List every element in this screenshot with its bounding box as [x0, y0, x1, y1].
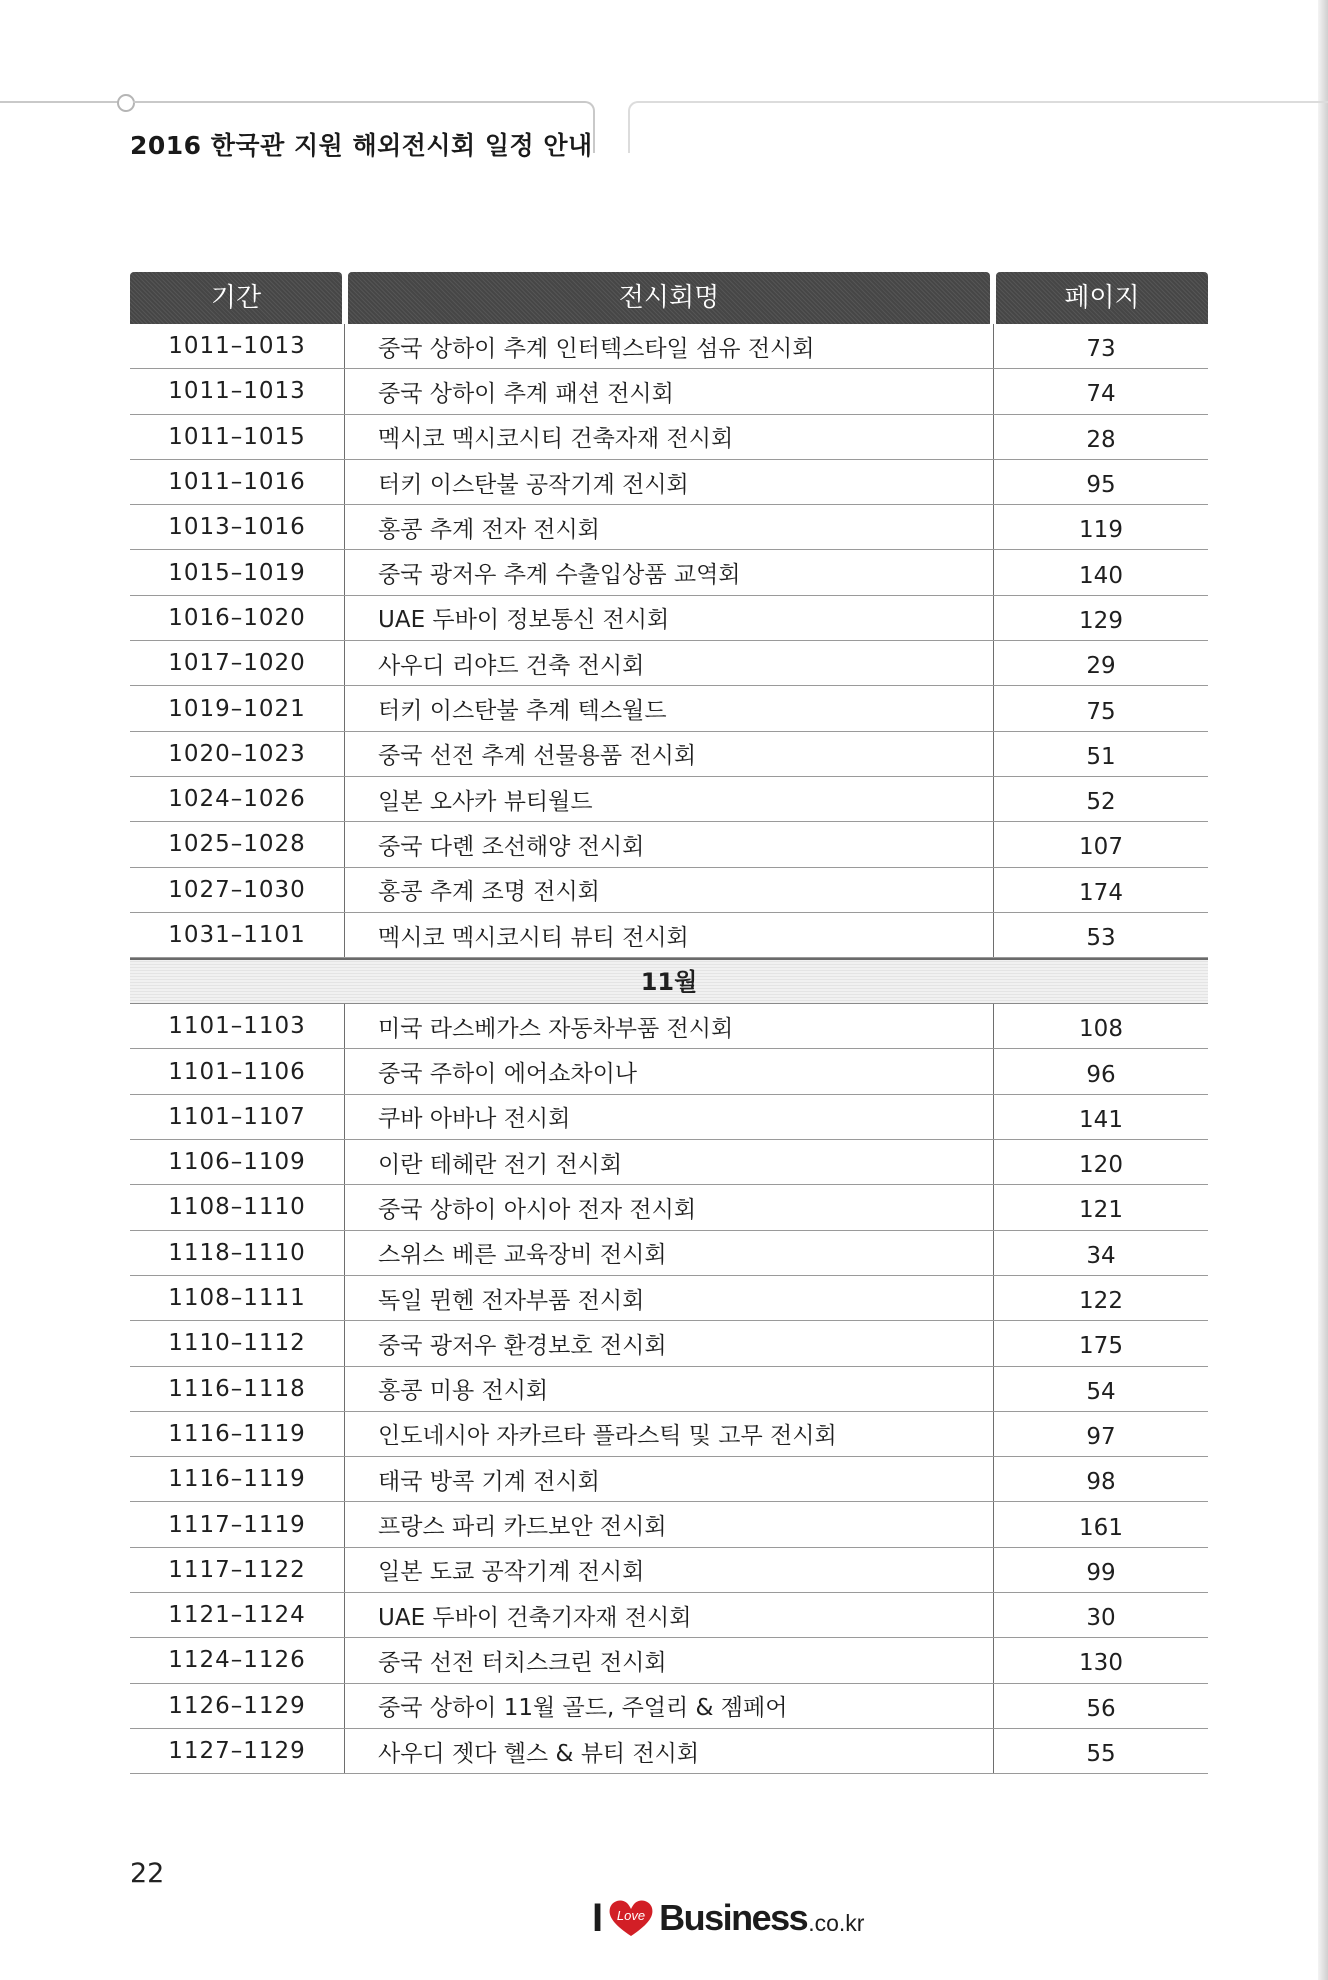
page-cell: 96 [1086, 1061, 1116, 1088]
table-row [130, 1140, 1208, 1185]
page-cell: 54 [1086, 1378, 1116, 1405]
page-cell: 34 [1086, 1242, 1116, 1269]
exhibition-name-cell: 중국 상하이 11월 골드, 주얼리 & 젬페어 [345, 1684, 994, 1728]
period-cell: 1106–1109 [130, 1140, 345, 1184]
page-cell: 97 [1086, 1423, 1116, 1450]
exhibition-name-cell: 터키 이스탄불 공작기계 전시회 [345, 460, 994, 504]
header-rule [0, 101, 118, 103]
table-row [130, 550, 1208, 595]
table-row [130, 641, 1208, 686]
exhibition-schedule-table [130, 272, 1208, 1774]
period-cell: 1101–1107 [130, 1095, 345, 1139]
month-divider-november: 11월 [130, 958, 1208, 1004]
period-cell: 1126–1129 [130, 1684, 345, 1728]
logo-i: I [592, 1895, 604, 1940]
period-cell: 1108–1111 [130, 1276, 345, 1320]
header-tab-edge [593, 123, 595, 153]
period-cell: 1011–1013 [130, 324, 345, 368]
page-cell: 28 [1086, 426, 1116, 453]
exhibition-name-cell: 사우디 젯다 헬스 & 뷰티 전시회 [345, 1729, 994, 1773]
period-cell: 1011–1013 [130, 369, 345, 413]
page-cell: 29 [1086, 653, 1116, 680]
table-row [130, 868, 1208, 913]
column-header-page: 페이지 [996, 272, 1208, 324]
page-cell: 108 [1079, 1016, 1123, 1043]
table-row [130, 913, 1208, 958]
period-cell: 1116–1118 [130, 1367, 345, 1411]
exhibition-name-cell: 중국 상하이 추계 인터텍스타일 섬유 전시회 [345, 324, 994, 368]
ilovebusiness-logo [592, 1890, 864, 1946]
page-cell: 107 [1079, 834, 1123, 861]
period-cell: 1011–1015 [130, 415, 345, 459]
table-row [130, 460, 1208, 505]
exhibition-name-cell: UAE 두바이 건축기자재 전시회 [345, 1593, 994, 1637]
table-row [130, 415, 1208, 460]
table-row [130, 369, 1208, 414]
page-cell: 129 [1079, 607, 1123, 634]
table-row [130, 1548, 1208, 1593]
page-cell: 52 [1086, 789, 1116, 816]
page-cell: 74 [1086, 381, 1116, 408]
table-row [130, 1502, 1208, 1547]
table-row [130, 1367, 1208, 1412]
column-header-exhibition: 전시회명 [348, 272, 990, 324]
exhibition-name-cell: 중국 광저우 환경보호 전시회 [345, 1321, 994, 1365]
logo-love-text: Love [617, 1908, 646, 1923]
exhibition-name-cell: 스위스 베른 교육장비 전시회 [345, 1231, 994, 1275]
table-row [130, 324, 1208, 369]
page-cell: 175 [1079, 1333, 1123, 1360]
header-tab-outline [133, 101, 595, 125]
table-row [130, 1095, 1208, 1140]
logo-business: Business [659, 1897, 808, 1938]
exhibition-name-cell: 미국 라스베가스 자동차부품 전시회 [345, 1004, 994, 1048]
page-cell: 119 [1079, 517, 1123, 544]
period-cell: 1013–1016 [130, 505, 345, 549]
exhibition-name-cell: 프랑스 파리 카드보안 전시회 [345, 1502, 994, 1546]
period-cell: 1116–1119 [130, 1457, 345, 1501]
page-cell: 98 [1086, 1469, 1116, 1496]
page-cell: 141 [1079, 1106, 1123, 1133]
exhibition-name-cell: 쿠바 아바나 전시회 [345, 1095, 994, 1139]
october-rows [130, 324, 1208, 958]
exhibition-name-cell: 중국 선전 추계 선물용품 전시회 [345, 732, 994, 776]
page-cell: 53 [1086, 925, 1116, 951]
table-row [130, 1049, 1208, 1094]
period-cell: 1020–1023 [130, 732, 345, 776]
table-row [130, 1593, 1208, 1638]
page-cell: 95 [1086, 472, 1116, 499]
table-row [130, 1004, 1208, 1049]
page-cell: 140 [1079, 562, 1123, 589]
period-cell: 1101–1103 [130, 1004, 345, 1048]
period-cell: 1127–1129 [130, 1729, 345, 1773]
period-cell: 1011–1016 [130, 460, 345, 504]
exhibition-name-cell: UAE 두바이 정보통신 전시회 [345, 596, 994, 640]
page-number: 22 [130, 1858, 165, 1889]
exhibition-name-cell: 중국 상하이 추계 패션 전시회 [345, 369, 994, 413]
period-cell: 1017–1020 [130, 641, 345, 685]
exhibition-name-cell: 중국 광저우 추계 수출입상품 교역회 [345, 550, 994, 594]
exhibition-name-cell: 홍콩 미용 전시회 [345, 1367, 994, 1411]
exhibition-name-cell: 태국 방콕 기계 전시회 [345, 1457, 994, 1501]
page-cell: 130 [1079, 1650, 1123, 1677]
table-row [130, 505, 1208, 550]
table-row [130, 686, 1208, 731]
page-cell: 56 [1086, 1695, 1116, 1722]
page-cell: 122 [1079, 1288, 1123, 1315]
table-row [130, 777, 1208, 822]
page-cell: 121 [1079, 1197, 1123, 1224]
table-row [130, 1412, 1208, 1457]
page-cell: 174 [1079, 879, 1123, 906]
table-row [130, 1231, 1208, 1276]
exhibition-name-cell: 인도네시아 자카르타 플라스틱 및 고무 전시회 [345, 1412, 994, 1456]
period-cell: 1015–1019 [130, 550, 345, 594]
table-row [130, 1457, 1208, 1502]
table-row [130, 1185, 1208, 1230]
page-cell: 55 [1086, 1741, 1116, 1768]
table-row [130, 732, 1208, 777]
table-row [130, 1276, 1208, 1321]
page-title: 2016 한국관 지원 해외전시회 일정 안내 [130, 131, 593, 160]
exhibition-name-cell: 중국 상하이 아시아 전자 전시회 [345, 1185, 994, 1229]
exhibition-name-cell: 중국 다롄 조선해양 전시회 [345, 822, 994, 866]
period-cell: 1118–1110 [130, 1231, 345, 1275]
exhibition-name-cell: 사우디 리야드 건축 전시회 [345, 641, 994, 685]
period-cell: 1019–1021 [130, 686, 345, 730]
period-cell: 1025–1028 [130, 822, 345, 866]
period-cell: 1108–1110 [130, 1185, 345, 1229]
page-cell: 161 [1079, 1514, 1123, 1541]
table-row [130, 822, 1208, 867]
period-cell: 1124–1126 [130, 1638, 345, 1682]
exhibition-name-cell: 일본 오사카 뷰티월드 [345, 777, 994, 821]
column-header-period: 기간 [130, 272, 342, 324]
table-row [130, 1684, 1208, 1729]
exhibition-name-cell: 중국 주하이 에어쇼차이나 [345, 1049, 994, 1093]
page-cell: 120 [1079, 1152, 1123, 1179]
period-cell: 1024–1026 [130, 777, 345, 821]
logo-domain: .co.kr [808, 1909, 865, 1936]
period-cell: 1101–1106 [130, 1049, 345, 1093]
page-cell: 51 [1086, 743, 1116, 770]
period-cell: 1031–1101 [130, 913, 345, 957]
exhibition-name-cell: 독일 뮌헨 전자부품 전시회 [345, 1276, 994, 1320]
exhibition-name-cell: 중국 선전 터치스크린 전시회 [345, 1638, 994, 1682]
exhibition-name-cell: 멕시코 멕시코시티 건축자재 전시회 [345, 415, 994, 459]
exhibition-name-cell: 멕시코 멕시코시티 뷰티 전시회 [345, 913, 994, 957]
period-cell: 1117–1119 [130, 1502, 345, 1546]
page-cell: 73 [1086, 336, 1116, 363]
period-cell: 1116–1119 [130, 1412, 345, 1456]
period-cell: 1121–1124 [130, 1593, 345, 1637]
page-cell: 99 [1086, 1559, 1116, 1586]
table-header [130, 272, 1208, 324]
period-cell: 1016–1020 [130, 596, 345, 640]
table-row [130, 1638, 1208, 1683]
period-cell: 1110–1112 [130, 1321, 345, 1365]
header-tab-outline-right [628, 101, 1328, 153]
table-row [130, 596, 1208, 641]
exhibition-name-cell: 홍콩 추계 조명 전시회 [345, 868, 994, 912]
page-edge [1318, 0, 1328, 1980]
period-cell: 1027–1030 [130, 868, 345, 912]
period-cell: 1117–1122 [130, 1548, 345, 1592]
exhibition-name-cell: 홍콩 추계 전자 전시회 [345, 505, 994, 549]
november-rows [130, 1004, 1208, 1774]
exhibition-name-cell: 터키 이스탄불 추계 텍스월드 [345, 686, 994, 730]
exhibition-name-cell: 이란 테헤란 전기 전시회 [345, 1140, 994, 1184]
table-row [130, 1321, 1208, 1366]
page-cell: 30 [1086, 1605, 1116, 1632]
heart-icon [607, 1898, 655, 1938]
table-row [130, 1729, 1208, 1774]
exhibition-name-cell: 일본 도쿄 공작기계 전시회 [345, 1548, 994, 1592]
page-cell: 75 [1086, 698, 1116, 725]
